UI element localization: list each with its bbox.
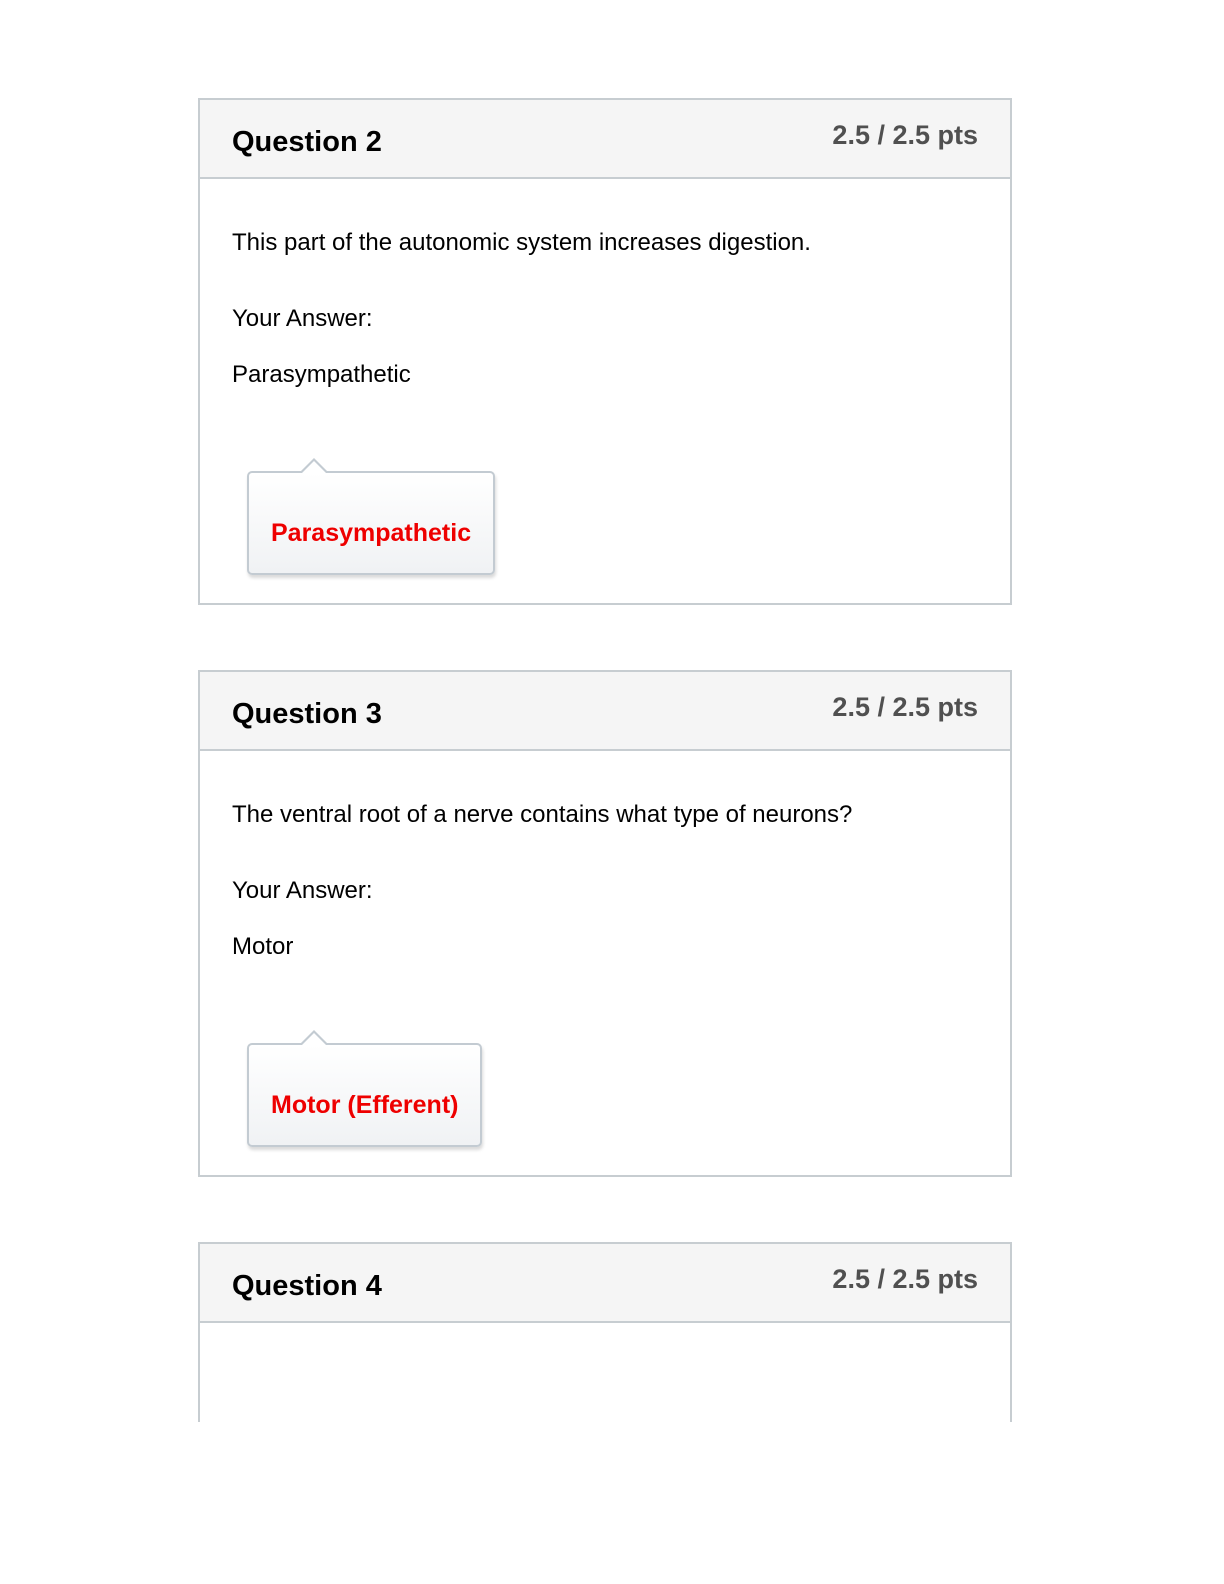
callout-arrow-fill xyxy=(301,1033,327,1046)
question-points: 2.5 / 2.5 pts xyxy=(832,1264,978,1294)
correct-answer-text: Motor (Efferent) xyxy=(271,1091,459,1119)
question-card-2 xyxy=(198,98,1012,605)
question-card-4 xyxy=(198,1242,1012,1422)
question-text: This part of the autonomic system increases digestion. xyxy=(232,229,811,256)
correct-answer-text: Parasympathetic xyxy=(271,519,472,547)
your-answer-label: Your Answer: xyxy=(232,877,373,904)
question-card-3 xyxy=(198,670,1012,1177)
question-text: The ventral root of a nerve contains what type of neurons? xyxy=(232,801,853,828)
your-answer-value: Motor xyxy=(232,933,294,960)
question-title: Question 3 xyxy=(232,698,382,730)
question-title: Question 4 xyxy=(232,1270,382,1302)
correct-answer-callout xyxy=(247,471,495,575)
question-title: Question 2 xyxy=(232,126,382,158)
correct-answer-callout xyxy=(247,1043,482,1147)
callout-arrow-fill xyxy=(301,461,327,474)
question-header xyxy=(200,100,1010,179)
question-points: 2.5 / 2.5 pts xyxy=(832,692,978,722)
question-points: 2.5 / 2.5 pts xyxy=(832,120,978,150)
question-header xyxy=(200,672,1010,751)
question-header xyxy=(200,1244,1010,1323)
your-answer-value: Parasympathetic xyxy=(232,361,411,388)
your-answer-label: Your Answer: xyxy=(232,305,373,332)
